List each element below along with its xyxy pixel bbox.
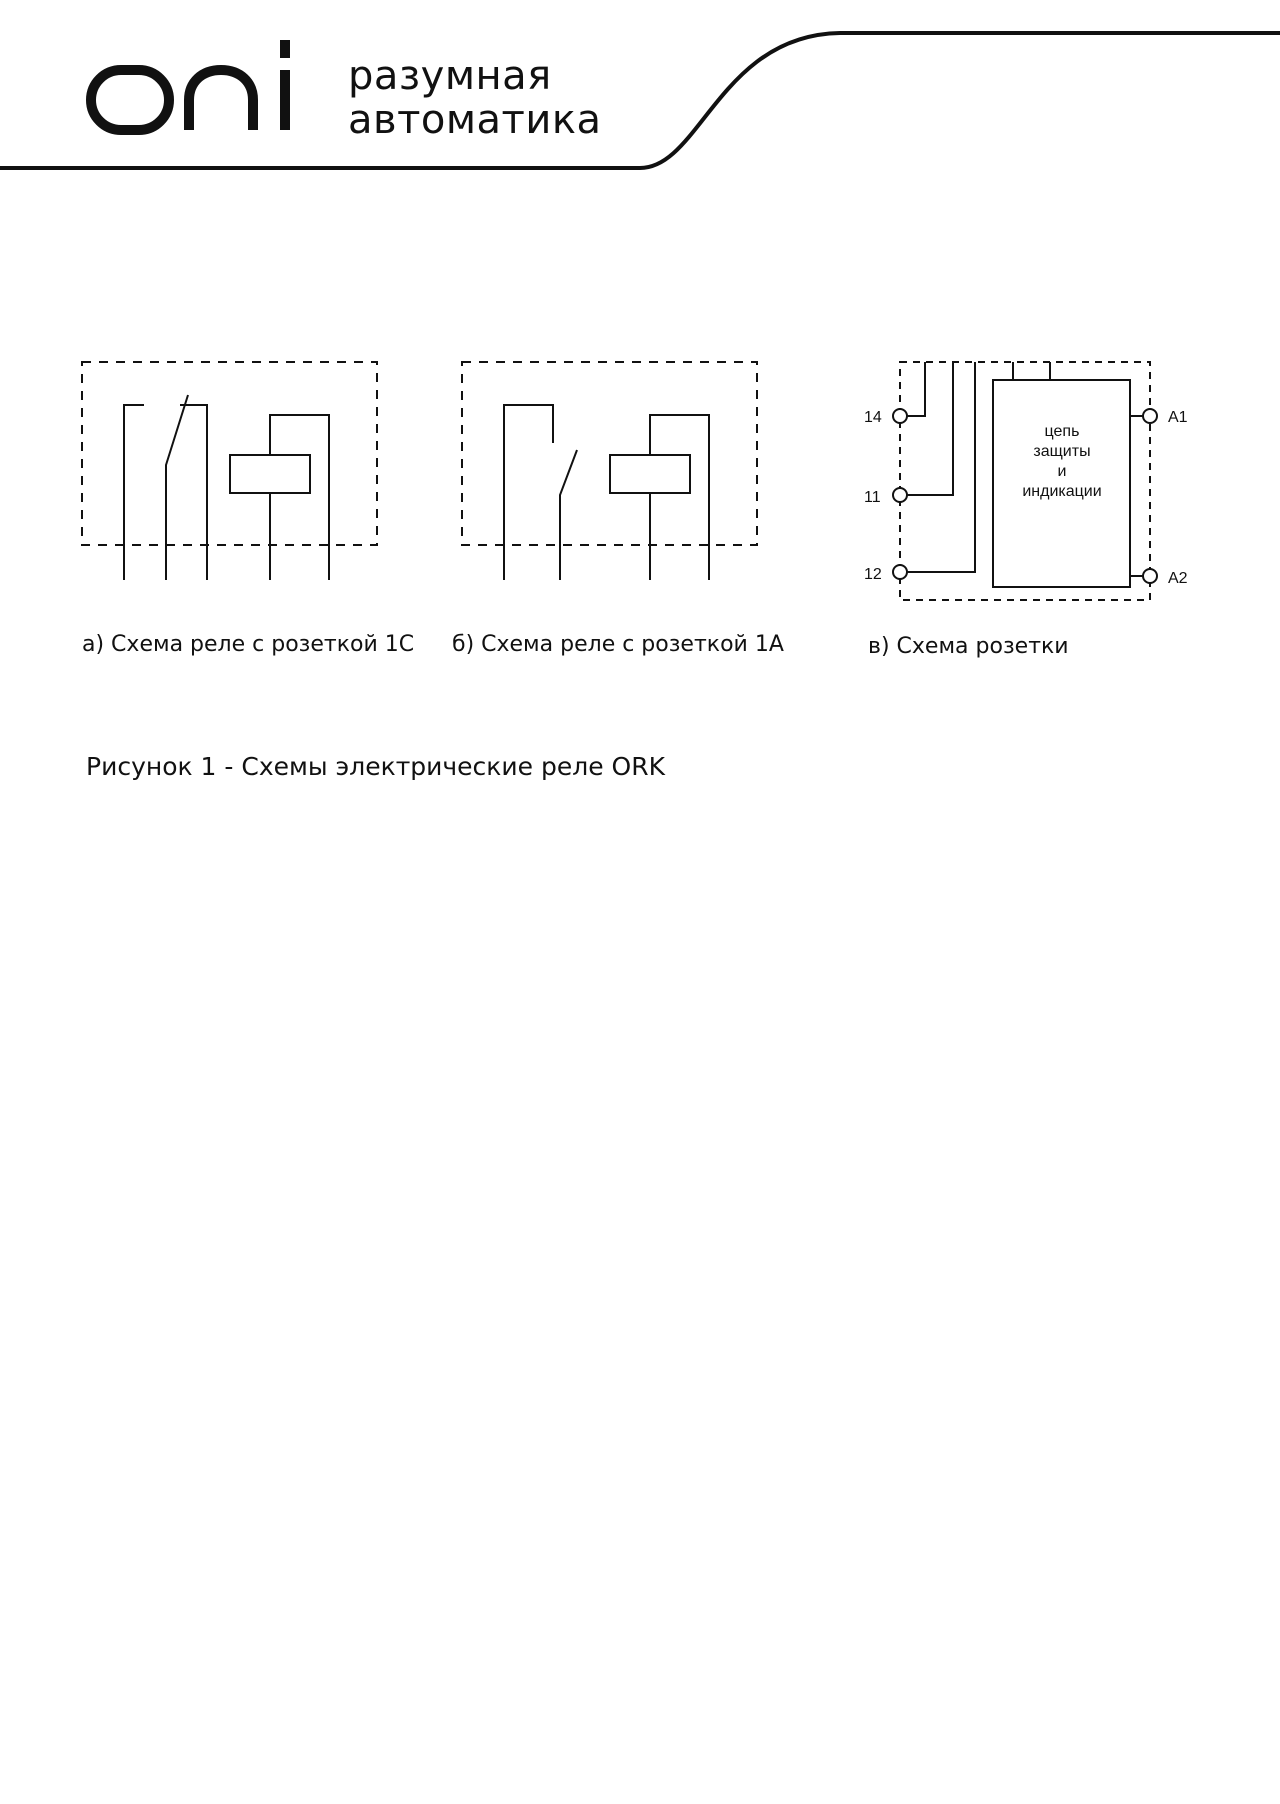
- block-label-line2: защиты: [1033, 443, 1091, 460]
- diagram-b-caption: б) Схема реле с розеткой 1А: [452, 632, 784, 657]
- oni-logo: [86, 38, 296, 138]
- diagram-b-svg: [460, 350, 770, 590]
- wire-14: [907, 362, 925, 416]
- terminal-a2-label: A2: [1168, 570, 1188, 587]
- terminal-12-label: 12: [864, 566, 882, 583]
- terminal-11-label: 11: [864, 489, 881, 506]
- block-label-line4: индикации: [1022, 483, 1102, 500]
- diagram-a-nc-contact: [124, 405, 144, 580]
- diagram-b-coil-lead-right: [650, 415, 709, 580]
- terminal-12: [893, 565, 907, 579]
- diagram-b-switch-blade: [560, 450, 577, 580]
- diagram-a-coil: [230, 455, 310, 493]
- wire-12: [907, 362, 975, 572]
- diagram-a-relay-1c: [80, 350, 390, 590]
- page-header: [0, 0, 1280, 190]
- figure-caption: Рисунок 1 - Схемы электрические реле ORK: [86, 752, 665, 781]
- diagram-a-caption: а) Схема реле с розеткой 1С: [82, 632, 415, 657]
- diagram-c-svg: [850, 350, 1210, 610]
- block-label-line1: цепь: [1044, 423, 1080, 440]
- diagram-a-svg: [80, 350, 390, 590]
- diagram-b-frame: [462, 362, 757, 545]
- diagram-a-no-contact: [180, 405, 207, 580]
- diagram-a-switch-blade: [166, 395, 188, 580]
- diagram-b-coil: [610, 455, 690, 493]
- terminal-11: [893, 488, 907, 502]
- diagram-c-caption: в) Схема розетки: [868, 634, 1069, 659]
- diagram-c-socket: [850, 350, 1210, 610]
- wire-11: [907, 362, 953, 495]
- terminal-a1-label: A1: [1168, 409, 1188, 426]
- tagline-line2: автоматика: [348, 97, 602, 143]
- diagram-b-relay-1a: [460, 350, 770, 590]
- block-label-line3: и: [1057, 463, 1067, 480]
- diagram-c-frame: [900, 362, 1150, 600]
- diagram-a-coil-lead-right: [270, 415, 329, 580]
- terminal-14: [893, 409, 907, 423]
- diagram-a-frame: [82, 362, 377, 545]
- terminal-14-label: 14: [864, 409, 882, 426]
- tagline-line1: разумная: [348, 53, 552, 99]
- terminal-a2: [1143, 569, 1157, 583]
- diagram-b-fixed-contact: [504, 405, 553, 580]
- terminal-a1: [1143, 409, 1157, 423]
